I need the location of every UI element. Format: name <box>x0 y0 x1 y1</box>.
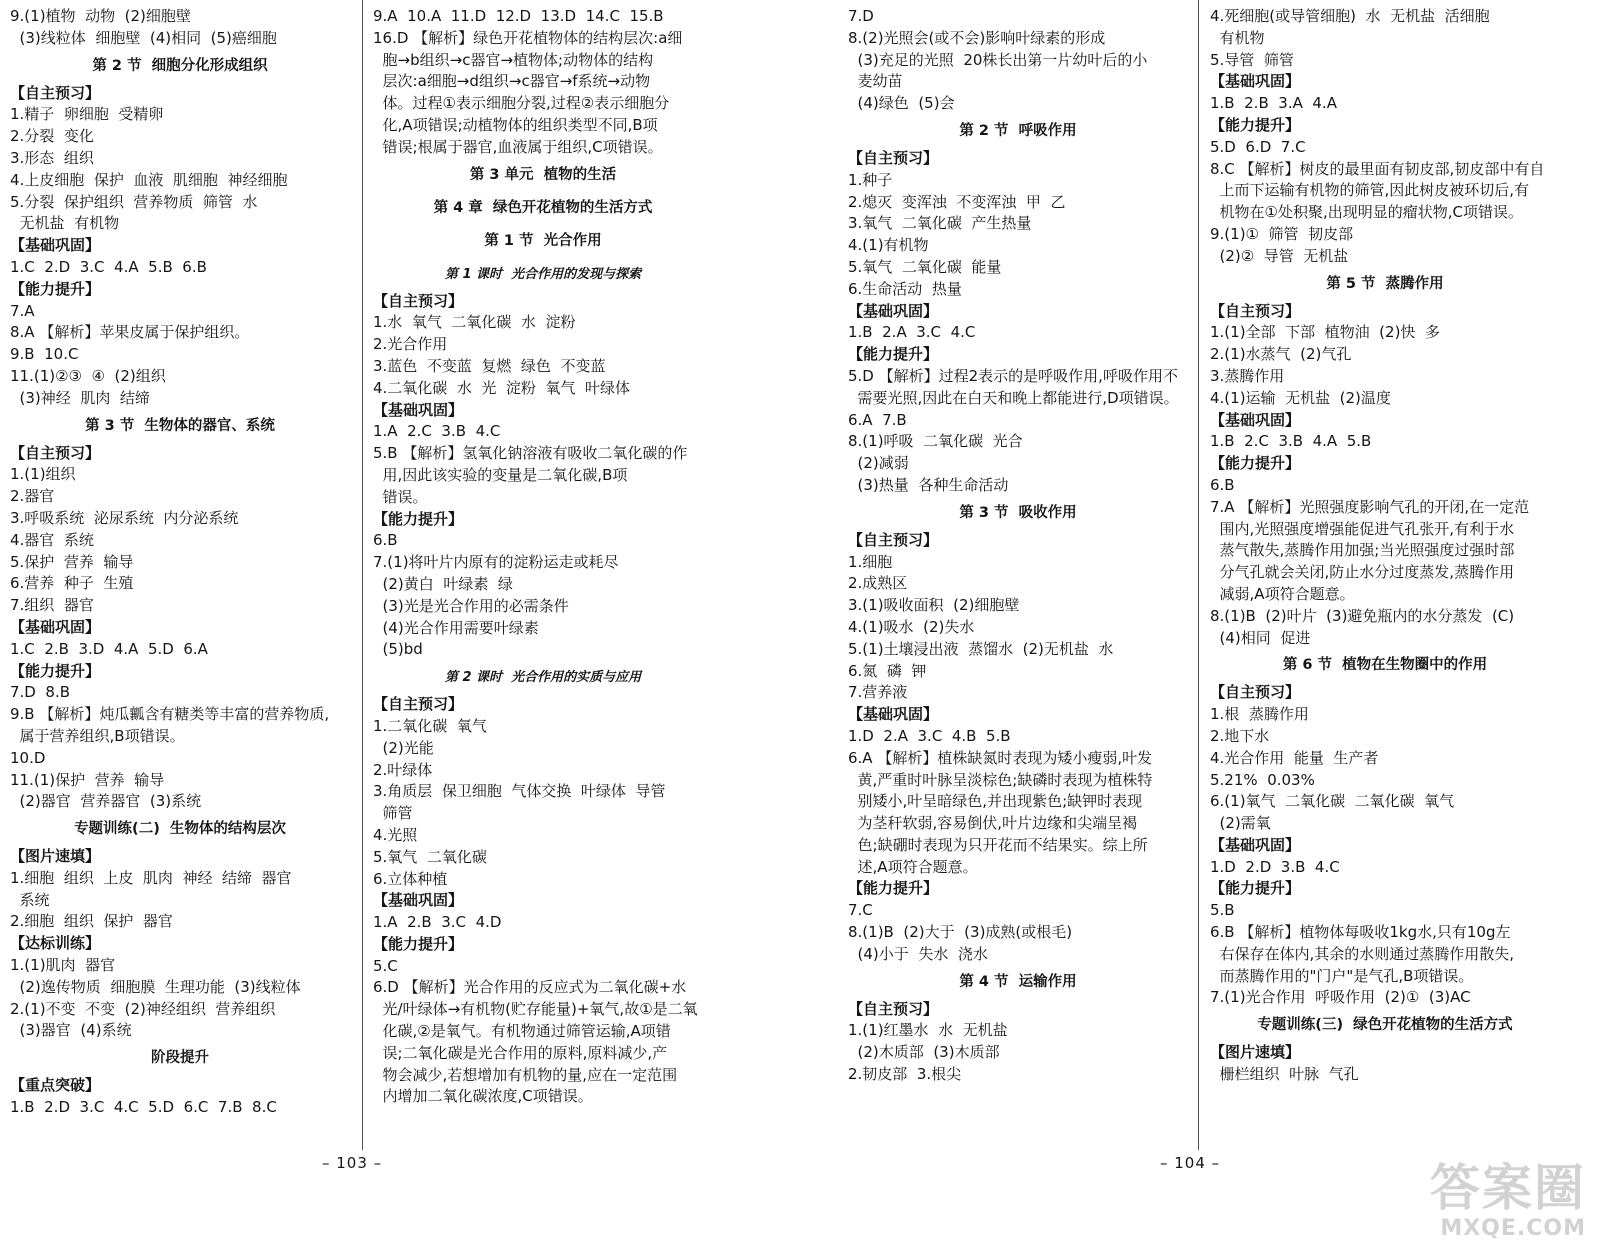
answer-line: 有机物 <box>1210 28 1265 47</box>
answer-line: 属于营养组织,B项错误。 <box>10 726 185 745</box>
answer-line: (2)光能 <box>373 738 434 757</box>
answer-line: (2)减弱 <box>848 454 909 473</box>
answer-line: (3)神经 肌肉 结缔 <box>10 388 150 407</box>
column-4 <box>1210 6 1560 1086</box>
answer-line: (5)bd <box>373 640 423 659</box>
answer-line: 6.生命活动 热量 <box>848 279 962 298</box>
answer-line: 6.营养 种子 生殖 <box>10 574 134 593</box>
subsection-label: 【基础巩固】 <box>1210 410 1301 429</box>
answer-line: 为茎秆软弱,容易倒伏,叶片边缘和尖端呈褐 <box>848 814 1138 833</box>
answer-line: 1.B 2.C 3.B 4.A 5.B <box>1210 432 1372 451</box>
answer-line: 4.(1)有机物 <box>848 236 929 255</box>
answer-line: 6.D 【解析】光合作用的反应式为二氧化碳+水 <box>373 978 687 997</box>
subsection-label: 【基础巩固】 <box>848 705 939 724</box>
subsection-label: 【能力提升】 <box>1210 454 1301 473</box>
answer-line: 1.二氧化碳 氧气 <box>373 716 487 735</box>
section-heading: 第 2 节 细胞分化形成组织 <box>92 57 268 74</box>
answer-line: 4.二氧化碳 水 光 淀粉 氧气 叶绿体 <box>373 378 630 397</box>
section-heading: 第 2 节 呼吸作用 <box>959 122 1077 139</box>
watermark-logo <box>1396 1160 1586 1241</box>
subsection-label: 【自主预习】 <box>373 291 464 310</box>
answer-line: (2)需氧 <box>1210 814 1271 833</box>
answer-line: 麦幼苗 <box>848 72 903 91</box>
section-heading: 第 3 单元 植物的生活 <box>469 166 617 183</box>
subsection-label: 【图片速填】 <box>1210 1043 1301 1062</box>
answer-line: 4.上皮细胞 保护 血液 肌细胞 神经细胞 <box>10 170 288 189</box>
answer-line: 4.器官 系统 <box>10 530 94 549</box>
section-heading: 专题训练(二) 生物体的结构层次 <box>74 821 286 838</box>
answer-line: 3.(1)吸收面积 (2)细胞壁 <box>848 596 1020 615</box>
answer-line: 而蒸腾作用的"门户"是气孔,B项错误。 <box>1210 966 1474 985</box>
subsection-label: 【基础巩固】 <box>373 891 464 910</box>
answer-line: 6.B <box>373 531 398 550</box>
answer-line: 5.导管 筛管 <box>1210 50 1294 69</box>
section-heading: 第 5 节 蒸腾作用 <box>1326 275 1444 292</box>
answer-line: (2)黄白 叶绿素 绿 <box>373 574 513 593</box>
answer-line: 7.C <box>848 901 873 920</box>
watermark-text: 答案圈 <box>1430 1159 1586 1217</box>
answer-line: 无机盐 有机物 <box>10 214 120 233</box>
answer-line: 7.A 【解析】光照强度影响气孔的开闭,在一定范 <box>1210 497 1530 516</box>
subsection-label: 【图片速填】 <box>10 847 101 866</box>
answer-line: 1.细胞 组织 上皮 肌肉 神经 结缔 器官 <box>10 868 292 887</box>
answer-line: 右保存在体内,其余的水则通过蒸腾作用散失, <box>1210 944 1515 963</box>
answer-line: 6.氮 磷 钾 <box>848 661 927 680</box>
answer-line: 11.(1)②③ ④ (2)组织 <box>10 366 166 385</box>
answer-line: (2)木质部 (3)木质部 <box>848 1043 1000 1062</box>
answer-line: 7.营养液 <box>848 683 908 702</box>
answer-line: 1.C 2.B 3.D 4.A 5.D 6.A <box>10 639 208 658</box>
answer-line: (2)器官 营养器官 (3)系统 <box>10 792 202 811</box>
answer-line: (3)热量 各种生命活动 <box>848 475 1009 494</box>
answer-line: 机物在①处积聚,出现明显的瘤状物,C项错误。 <box>1210 203 1523 222</box>
subsection-label: 【能力提升】 <box>1210 115 1301 134</box>
answer-line: 1.根 蒸腾作用 <box>1210 705 1309 724</box>
subsection-label: 【基础巩固】 <box>10 236 101 255</box>
subsection-label: 【能力提升】 <box>1210 879 1301 898</box>
subsection-label: 【自主预习】 <box>373 695 464 714</box>
answer-line: 8.(1)呼吸 二氧化碳 光合 <box>848 432 1023 451</box>
answer-line: 8.(2)光照会(或不会)影响叶绿素的形成 <box>848 28 1106 47</box>
answer-line: 光/叶绿体→有机物(贮存能量)+氧气,故①是二氧 <box>373 1000 698 1019</box>
answer-line: 1.(1)全部 下部 植物油 (2)快 多 <box>1210 323 1440 342</box>
answer-line: 6.A 【解析】植株缺氮时表现为矮小瘦弱,叶发 <box>848 748 1153 767</box>
answer-line: 6.立体种植 <box>373 869 448 888</box>
answer-line: 2.细胞 组织 保护 器官 <box>10 912 173 931</box>
answer-line: 误;二氧化碳是光合作用的原料,原料减少,产 <box>373 1043 668 1062</box>
subsection-label: 【能力提升】 <box>10 661 101 680</box>
answer-line: 内增加二氧化碳浓度,C项错误。 <box>373 1087 593 1106</box>
section-heading: 专题训练(三) 绿色开花植物的生活方式 <box>1257 1017 1513 1034</box>
answer-line: 1.(1)肌肉 器官 <box>10 956 116 975</box>
answer-line: 5.氧气 二氧化碳 能量 <box>848 257 1002 276</box>
answer-line: 6.B <box>1210 475 1235 494</box>
section-heading: 阶段提升 <box>151 1050 209 1067</box>
column-3 <box>848 6 1188 1086</box>
answer-line: 5.分裂 保护组织 营养物质 筛管 水 <box>10 192 258 211</box>
answer-line: 体。过程①表示细胞分裂,过程②表示细胞分 <box>373 94 670 113</box>
answer-line: 1.细胞 <box>848 552 893 571</box>
answer-line: 2.叶绿体 <box>373 760 433 779</box>
subsection-label: 【基础巩固】 <box>1210 835 1301 854</box>
answer-line: 色;缺硼时表现为只开花而不结果实。综上所 <box>848 835 1148 854</box>
answer-line: 用,因此该实验的变量是二氧化碳,B项 <box>373 465 628 484</box>
answer-line: 7.(1)光合作用 呼吸作用 (2)① (3)AC <box>1210 988 1471 1007</box>
answer-line: 分气孔就会关闭,防止水分过度蒸发,蒸腾作用 <box>1210 563 1515 582</box>
answer-line: 5.氧气 二氧化碳 <box>373 847 487 866</box>
answer-line: 5.D 6.D 7.C <box>1210 137 1306 156</box>
answer-line: 8.(1)B (2)大于 (3)成熟(或根毛) <box>848 923 1073 942</box>
answer-line: 物会减少,若想增加有机物的量,应在一定范围 <box>373 1065 678 1084</box>
answer-line: 9.(1)植物 动物 (2)细胞壁 <box>10 7 191 25</box>
answer-line: 化碳,②是氧气。有机物通过筛管运输,A项错 <box>373 1022 671 1041</box>
watermark-url: MXQE.COM <box>1440 1216 1586 1241</box>
answer-line: 4.光合作用 能量 生产者 <box>1210 748 1379 767</box>
answer-line: 1.A 2.C 3.B 4.C <box>373 422 501 441</box>
answer-line: 4.光照 <box>373 825 418 844</box>
answer-line: 9.A 10.A 11.D 12.D 13.D 14.C 15.B <box>373 7 664 25</box>
answer-line: 1.种子 <box>848 170 893 189</box>
answer-line: 2.地下水 <box>1210 726 1270 745</box>
answer-line: 7.D <box>848 7 874 25</box>
answer-line: 黄,严重时叶脉呈淡棕色;缺磷时表现为植株特 <box>848 770 1153 789</box>
answer-line: 1.(1)组织 <box>10 465 76 484</box>
answer-line: 错误。 <box>373 487 428 506</box>
subsection-label: 【自主预习】 <box>10 83 101 102</box>
answer-line: 错误;根属于器官,血液属于组织,C项错误。 <box>373 137 663 156</box>
answer-line: (2)逸传物质 细胞膜 生理功能 (3)线粒体 <box>10 977 301 996</box>
answer-line: 3.角质层 保卫细胞 气体交换 叶绿体 导管 <box>373 782 666 801</box>
answer-line: 6.A 7.B <box>848 410 907 429</box>
answer-line: 1.B 2.D 3.C 4.C 5.D 6.C 7.B 8.C <box>10 1098 277 1117</box>
answer-line: 别矮小,叶呈暗绿色,并出现紫色;缺钾时表现 <box>848 792 1143 811</box>
answer-line: 5.保护 营养 输导 <box>10 552 134 571</box>
answer-line: 栅栏组织 叶脉 气孔 <box>1210 1065 1359 1084</box>
answer-line: 5.B 【解析】氢氧化钠溶液有吸收二氧化碳的作 <box>373 444 688 463</box>
subsection-label: 【自主预习】 <box>848 148 939 167</box>
answer-line: 系统 <box>10 890 50 909</box>
column-1 <box>10 6 350 1119</box>
answer-line: 4.(1)运输 无机盐 (2)温度 <box>1210 388 1391 407</box>
answer-line: 2.光合作用 <box>373 335 448 354</box>
answer-line: 3.蓝色 不变蓝 复燃 绿色 不变蓝 <box>373 356 606 375</box>
answer-line: 2.(1)不变 不变 (2)神经组织 营养组织 <box>10 999 276 1018</box>
subsection-label: 【能力提升】 <box>848 345 939 364</box>
answer-line: 6.B 【解析】植物体每吸收1kg水,只有10g左 <box>1210 923 1511 942</box>
answer-line: 7.A <box>10 301 35 320</box>
answer-line: 8.(1)B (2)叶片 (3)避免瓶内的水分蒸发 (C) <box>1210 606 1515 625</box>
section-heading: 第 3 节 生物体的器官、系统 <box>85 417 275 434</box>
section-heading: 第 2 课时 光合作用的实质与应用 <box>444 670 642 686</box>
answer-line: 3.氧气 二氧化碳 产生热量 <box>848 214 1032 233</box>
answer-line: 1.B 2.A 3.C 4.C <box>848 323 976 342</box>
subsection-label: 【基础巩固】 <box>373 400 464 419</box>
answer-line: 5.B <box>1210 901 1235 920</box>
answer-line: 1.精子 卵细胞 受精卵 <box>10 105 164 124</box>
answer-line: 述,A项符合题意。 <box>848 857 978 876</box>
section-heading: 第 3 节 吸收作用 <box>959 504 1077 521</box>
answer-line: 胞→b组织→c器官→植物体;动物体的结构 <box>373 50 654 69</box>
subsection-label: 【自主预习】 <box>848 530 939 549</box>
answer-line: 1.D 2.D 3.B 4.C <box>1210 857 1340 876</box>
answer-line: 2.(1)水蒸气 (2)气孔 <box>1210 345 1352 364</box>
answer-line: (3)充足的光照 20株长出第一片幼叶后的小 <box>848 50 1148 69</box>
answer-line: 1.水 氧气 二氧化碳 水 淀粉 <box>373 313 576 332</box>
answer-line: 需要光照,因此在白天和晚上都能进行,D项错误。 <box>848 388 1179 407</box>
answer-line: 2.分裂 变化 <box>10 127 94 146</box>
answer-line: 1.A 2.B 3.C 4.D <box>373 913 502 932</box>
subsection-label: 【达标训练】 <box>10 934 101 953</box>
answer-line: 2.熄灭 变浑浊 不变浑浊 甲 乙 <box>848 192 1066 211</box>
section-heading: 第 1 节 光合作用 <box>484 232 602 249</box>
answer-line: 1.B 2.B 3.A 4.A <box>1210 94 1337 113</box>
answer-line: 蒸气散失,蒸腾作用加强;当光照强度过强时部 <box>1210 541 1515 560</box>
answer-line: 层次:a细胞→d组织→c器官→f系统→动物 <box>373 72 651 91</box>
subsection-label: 【自主预习】 <box>848 999 939 1018</box>
answer-line: 上而下运输有机物的筛管,因此树皮被环切后,有 <box>1210 181 1530 200</box>
answer-line: 2.韧皮部 3.根尖 <box>848 1065 962 1084</box>
answer-line: (3)线粒体 细胞壁 (4)相同 (5)癌细胞 <box>10 28 277 47</box>
answer-line: 9.(1)① 筛管 韧皮部 <box>1210 224 1354 243</box>
column-2 <box>373 6 713 1108</box>
page-number-right: – 104 – <box>1160 1154 1221 1172</box>
answer-line: 4.(1)吸水 (2)失水 <box>848 617 975 636</box>
answer-line: (3)光是光合作用的必需条件 <box>373 596 569 615</box>
subsection-label: 【自主预习】 <box>10 443 101 462</box>
answer-line: 筛管 <box>373 804 413 823</box>
answer-line: 11.(1)保护 营养 输导 <box>10 770 165 789</box>
section-heading: 第 6 节 植物在生物圈中的作用 <box>1282 657 1488 674</box>
answer-line: 2.器官 <box>10 487 55 506</box>
answer-line: 7.(1)将叶片内原有的淀粉运走或耗尽 <box>373 553 619 572</box>
section-heading: 第 4 节 运输作用 <box>959 973 1077 990</box>
answer-line: 3.形态 组织 <box>10 148 94 167</box>
answer-line: 9.B 【解析】炖瓜瓤含有糖类等丰富的营养物质, <box>10 705 330 724</box>
answer-line: (4)相同 促进 <box>1210 628 1311 647</box>
answer-line: (2)② 导管 无机盐 <box>1210 246 1349 265</box>
answer-line: 5.C <box>373 956 398 975</box>
subsection-label: 【基础巩固】 <box>848 301 939 320</box>
answer-line: 2.成熟区 <box>848 574 908 593</box>
subsection-label: 【自主预习】 <box>1210 301 1301 320</box>
answer-line: 9.B 10.C <box>10 345 79 364</box>
answer-line: 减弱,A项符合题意。 <box>1210 584 1355 603</box>
subsection-label: 【能力提升】 <box>373 509 464 528</box>
answer-line: 3.呼吸系统 泌尿系统 内分泌系统 <box>10 508 239 527</box>
answer-line: 围内,光照强度增强能促进气孔张开,有利于水 <box>1210 519 1515 538</box>
answer-line: (4)绿色 (5)会 <box>848 94 955 113</box>
page-number-left: – 103 – <box>322 1154 383 1172</box>
answer-line: 10.D <box>10 748 46 767</box>
subsection-label: 【能力提升】 <box>848 879 939 898</box>
answer-line: 5.D 【解析】过程2表示的是呼吸作用,呼吸作用不 <box>848 366 1178 385</box>
answer-line: (4)小于 失水 浇水 <box>848 944 988 963</box>
answer-line: 5.(1)土壤浸出液 蒸馏水 (2)无机盐 水 <box>848 639 1114 658</box>
answer-line: 化,A项错误;动植物体的组织类型不同,B项 <box>373 115 658 134</box>
answer-line: 16.D 【解析】绿色开花植物体的结构层次:a细 <box>373 28 683 47</box>
answer-line: 7.D 8.B <box>10 683 70 702</box>
section-heading: 第 1 课时 光合作用的发现与探索 <box>444 266 642 282</box>
answer-line: 8.A 【解析】苹果皮属于保护组织。 <box>10 323 250 342</box>
answer-line: 5.21% 0.03% <box>1210 770 1315 789</box>
subsection-label: 【基础巩固】 <box>1210 72 1301 91</box>
subsection-label: 【能力提升】 <box>10 279 101 298</box>
column-divider <box>1198 0 1199 1150</box>
answer-line: (3)器官 (4)系统 <box>10 1021 132 1040</box>
answer-line: 4.死细胞(或导管细胞) 水 无机盐 活细胞 <box>1210 7 1490 25</box>
answer-line: 1.D 2.A 3.C 4.B 5.B <box>848 726 1011 745</box>
answer-line: 3.蒸腾作用 <box>1210 366 1285 385</box>
answer-line: 7.组织 器官 <box>10 596 94 615</box>
answer-line: (4)光合作用需要叶绿素 <box>373 618 539 637</box>
section-heading: 第 4 章 绿色开花植物的生活方式 <box>433 199 653 216</box>
answer-line: 6.(1)氧气 二氧化碳 二氧化碳 氧气 <box>1210 792 1455 811</box>
subsection-label: 【能力提升】 <box>373 934 464 953</box>
subsection-label: 【自主预习】 <box>1210 683 1301 702</box>
subsection-label: 【基础巩固】 <box>10 617 101 636</box>
answer-line: 8.C 【解析】树皮的最里面有韧皮部,韧皮部中有自 <box>1210 159 1545 178</box>
subsection-label: 【重点突破】 <box>10 1076 101 1095</box>
answer-line: 1.(1)红墨水 水 无机盐 <box>848 1021 1008 1040</box>
column-divider <box>362 0 363 1150</box>
answer-line: 1.C 2.D 3.C 4.A 5.B 6.B <box>10 257 207 276</box>
